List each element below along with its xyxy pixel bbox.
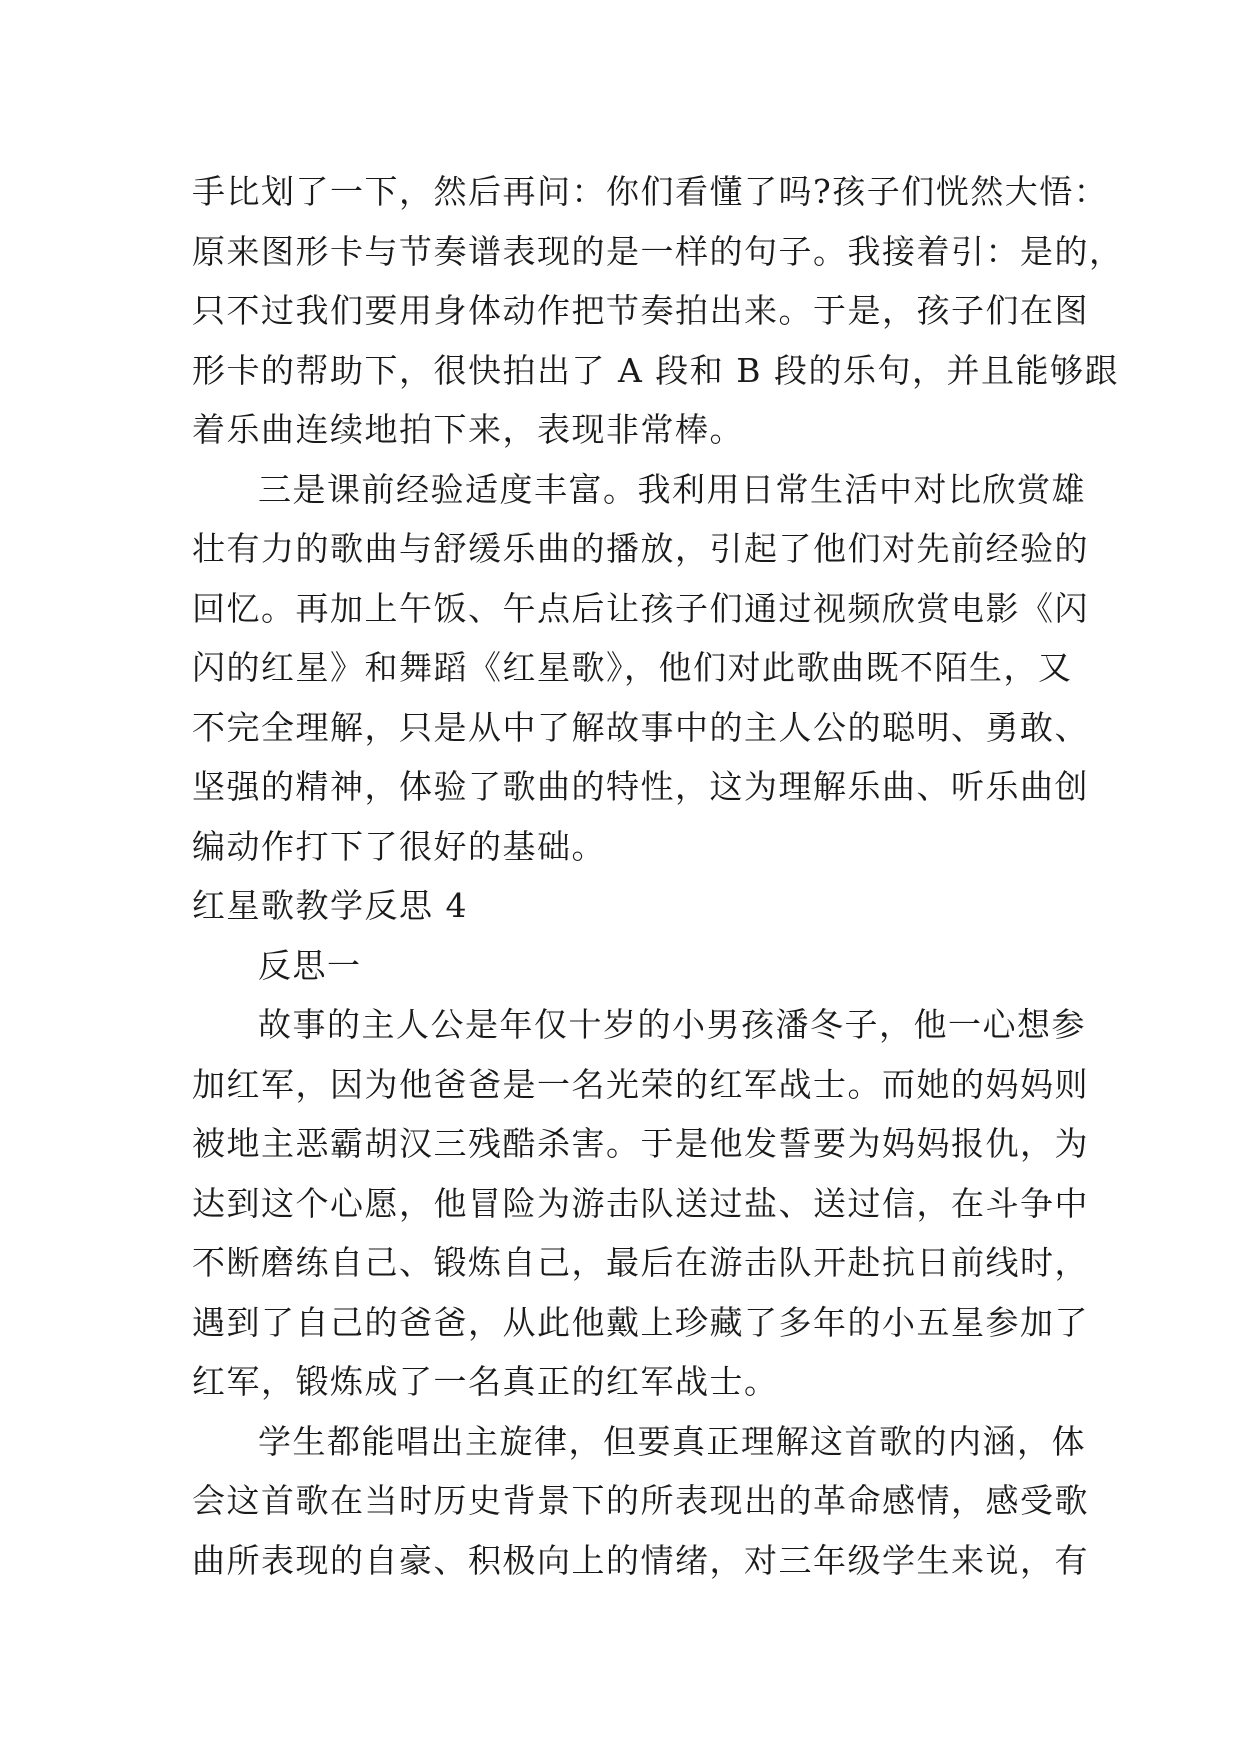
- text-line: 着乐曲连续地拍下来，表现非常棒。: [192, 410, 744, 449]
- text-line: 遇到了自己的爸爸，从此他戴上珍藏了多年的小五星参加了: [192, 1302, 1089, 1342]
- text-line: 曲所表现的自豪、积极向上的情绪，对三年级学生来说，有: [192, 1540, 1089, 1580]
- text-line: 反思一: [258, 945, 362, 985]
- text-line: 闪的红星》和舞蹈《红星歌》，他们对此歌曲既不陌生，又: [192, 648, 1073, 687]
- text-line: 被地主恶霸胡汉三残酷杀害。于是他发誓要为妈妈报仇，为: [192, 1124, 1089, 1163]
- text-line: 形卡的帮助下，很快拍出了 A 段和 B 段的乐句，并且能够跟: [192, 350, 1120, 390]
- text-line: 编动作打下了很好的基础。: [192, 826, 606, 866]
- text-line: 手比划了一下，然后再问：你们看懂了吗?孩子们恍然大悟：: [192, 172, 1109, 211]
- text-line: 不断磨练自己、锻炼自己，最后在游击队开赴抗日前线时，: [192, 1243, 1089, 1282]
- text-line: 壮有力的歌曲与舒缓乐曲的播放，引起了他们对先前经验的: [192, 529, 1089, 568]
- text-line: 达到这个心愿，他冒险为游击队送过盐、送过信，在斗争中: [192, 1183, 1089, 1223]
- text-line: 只不过我们要用身体动作把节奏拍出来。于是，孩子们在图: [192, 291, 1089, 330]
- text-line: 会这首歌在当时历史背景下的所表现出的革命感情，感受歌: [192, 1481, 1089, 1520]
- text-line: 学生都能唱出主旋律，但要真正理解这首歌的内涵，体: [258, 1421, 1086, 1461]
- document-body: [192, 162, 1124, 1590]
- text-line: 红星歌教学反思 4: [192, 886, 468, 925]
- text-line: 原来图形卡与节奏谱表现的是一样的句子。我接着引：是的，: [192, 231, 1124, 271]
- text-line: 不完全理解，只是从中了解故事中的主人公的聪明、勇敢、: [192, 707, 1089, 747]
- text-line: 回忆。再加上午饭、午点后让孩子们通过视频欣赏电影《闪: [192, 588, 1089, 628]
- text-line: 坚强的精神，体验了歌曲的特性，这为理解乐曲、听乐曲创: [192, 767, 1089, 806]
- text-line: 红军，锻炼成了一名真正的红军战士。: [192, 1362, 779, 1401]
- text-line: 三是课前经验适度丰富。我利用日常生活中对比欣赏雄: [258, 469, 1086, 509]
- text-line: 故事的主人公是年仅十岁的小男孩潘冬子，他一心想参: [258, 1005, 1086, 1044]
- text-line: 加红军，因为他爸爸是一名光荣的红军战士。而她的妈妈则: [192, 1064, 1089, 1104]
